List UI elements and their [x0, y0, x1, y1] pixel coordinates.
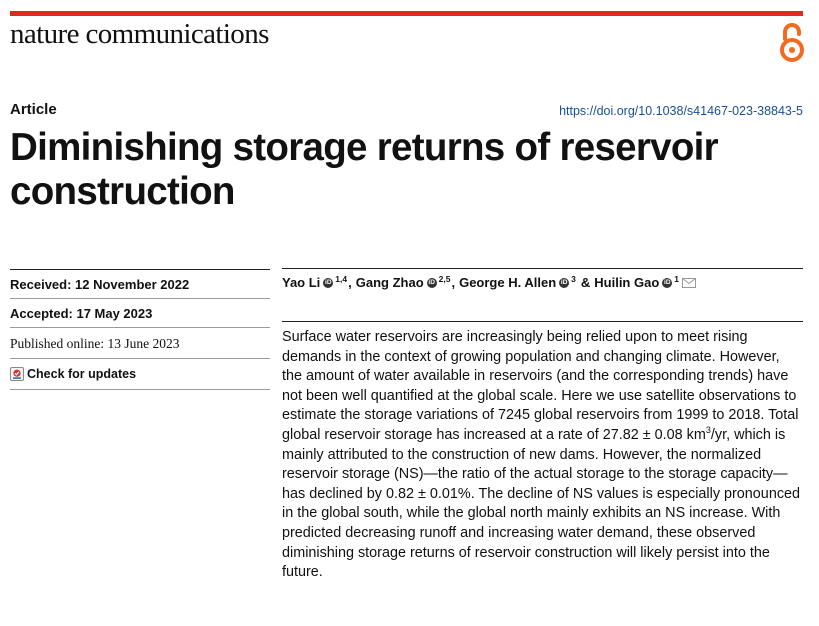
abstract [282, 328, 802, 583]
dates-divider-4 [10, 389, 270, 390]
dates-divider-2 [10, 327, 270, 328]
author-george-h-allen[interactable] [459, 275, 576, 290]
check-updates-icon [10, 367, 24, 381]
journal-name[interactable]: nature communications [10, 18, 269, 50]
dates-top-rule [10, 269, 270, 270]
doi-link[interactable]: https://doi.org/10.1038/s41467-023-38843-5 [559, 104, 803, 118]
open-access-icon [777, 21, 807, 63]
article-title [10, 126, 800, 214]
authors-top-rule [282, 268, 803, 269]
author-affiliation: 1 [674, 273, 679, 284]
author-name: Huilin Gao [594, 275, 660, 290]
author-name: Gang Zhao [355, 275, 424, 290]
check-for-updates-button[interactable] [10, 367, 136, 381]
abstract-top-rule [282, 321, 803, 322]
author-affiliation: 2,5 [438, 273, 451, 284]
author-gang-zhao[interactable] [356, 275, 451, 290]
author-yao-li[interactable] [282, 275, 347, 290]
author-list [282, 275, 696, 290]
author-separator: & [580, 275, 591, 290]
mail-icon[interactable] [682, 278, 696, 288]
author-name: George H. Allen [459, 275, 557, 290]
author-name: Yao Li [282, 275, 321, 290]
accepted-date: Accepted: 17 May 2023 [10, 306, 153, 321]
author-affiliation: 1,4 [335, 273, 348, 284]
orcid-icon[interactable]: iD [325, 278, 332, 286]
orcid-icon[interactable]: iD [428, 278, 435, 286]
author-huilin-gao[interactable] [594, 275, 679, 290]
published-date: Published online: 13 June 2023 [10, 336, 180, 351]
author-affiliation: 3 [571, 273, 576, 284]
received-date: Received: 12 November 2022 [10, 277, 190, 292]
journal-accent-bar [10, 11, 803, 16]
article-title-line-1: Diminishing storage returns of reservoir [10, 126, 718, 169]
abstract-text-part-1: Surface water reservoirs are increasingly being relied upon to meet rising demands in the context of growing population and changing climate. However, the amount of water available in reservoirs (and the corresponding trends) have not been well quantified at the global scale. Here we use satellite observations to estimate the storage variations of 7245 global reservoirs from 1999 to 2018. Total global reservoir storage has increased at a rate of 27.82 ± 0.08 km [282, 329, 799, 443]
article-title-line-2: construction [10, 170, 235, 213]
author-separator: , [348, 275, 352, 290]
author-separator: , [451, 275, 456, 290]
orcid-icon[interactable]: iD [664, 278, 671, 286]
orcid-icon[interactable]: iD [560, 278, 568, 286]
article-type-label: Article [10, 101, 57, 118]
dates-divider-3 [10, 358, 270, 359]
dates-divider-1 [10, 298, 270, 299]
check-updates-label: Check for updates [27, 367, 137, 381]
abstract-superscript: 3 [705, 425, 711, 436]
abstract-text-part-2: /yr, which is mainly attributed to the construction of new dams. However, the normalized reservoir storage (NS)—the ratio of the actual storage to the storage capacity—has declined by 0.82 ± 0.01%. The decline of NS values is especially pronounced in the global south, while the global north mainly exhibits an NS increase. With predicted decreasing runoff and increasing water demand, these observed diminishing storage returns of reservoir construction will likely persist into the future. [282, 426, 801, 581]
